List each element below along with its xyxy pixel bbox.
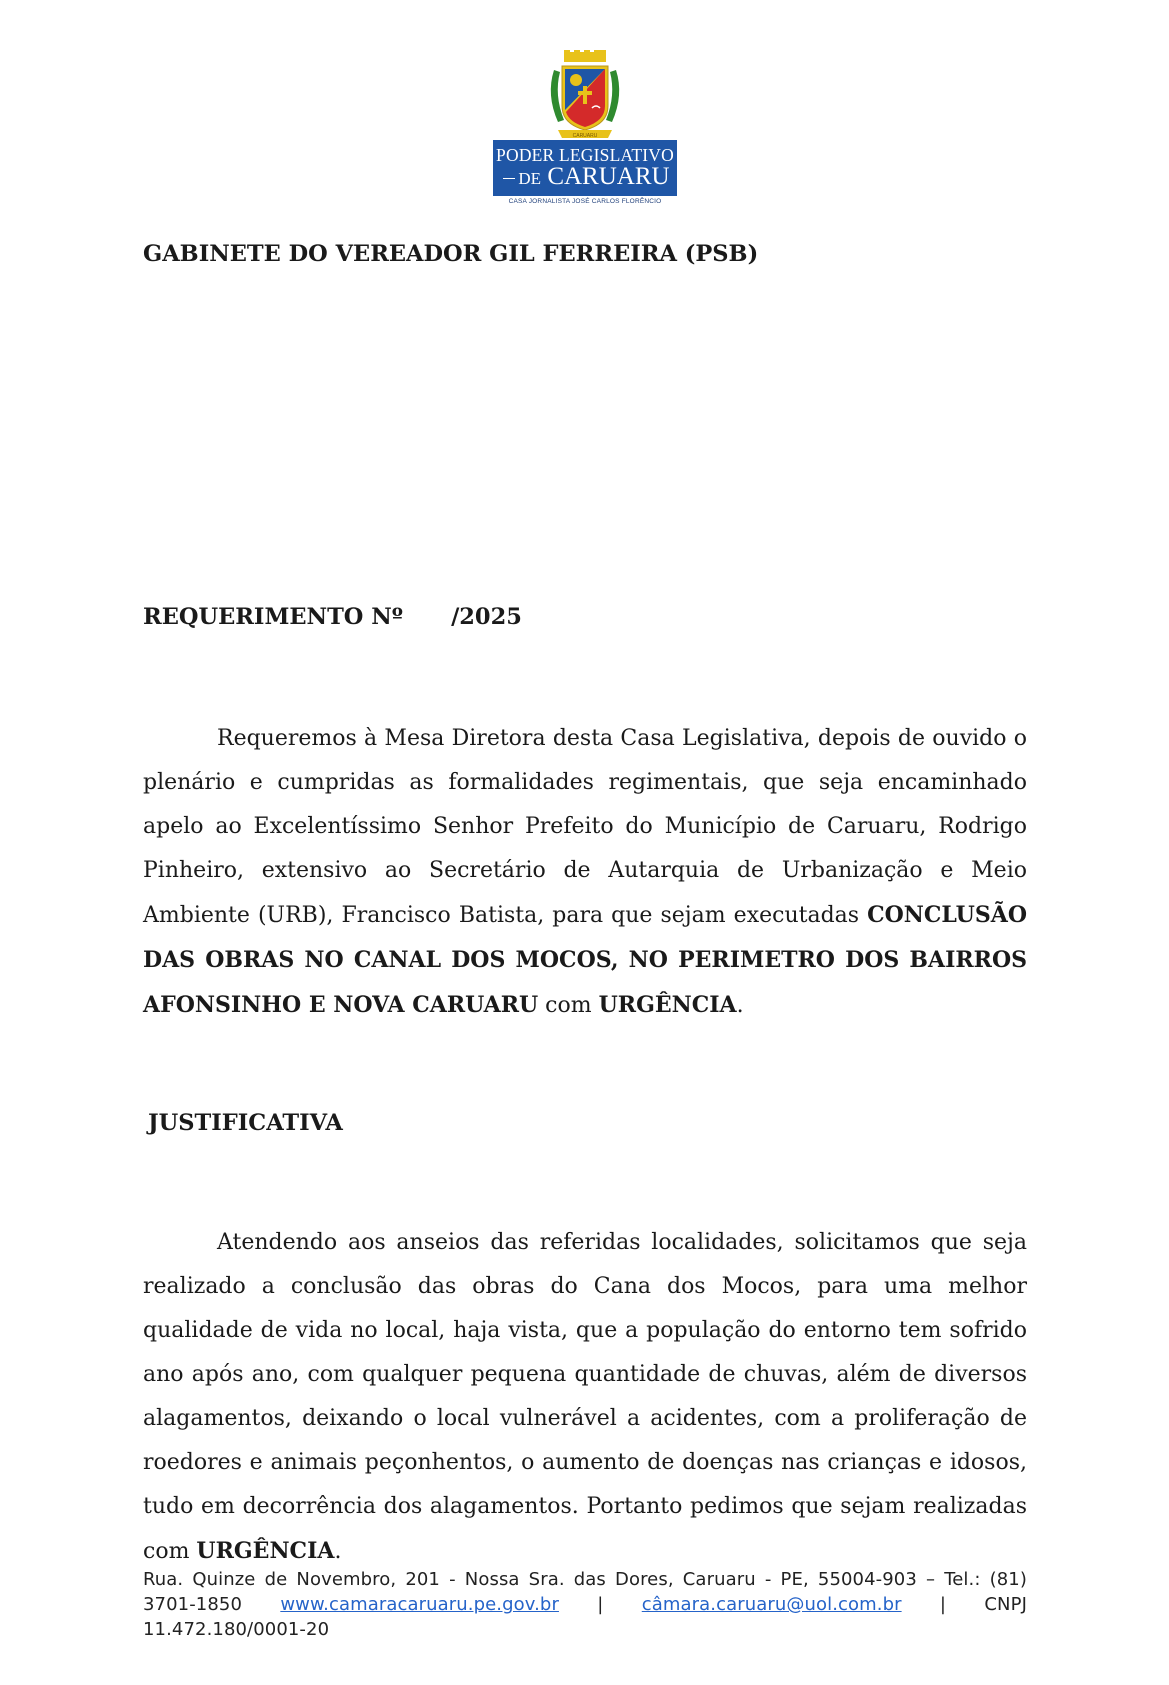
- justification-heading: JUSTIFICATIVA: [148, 1110, 343, 1136]
- website-link[interactable]: www.camaracaruaru.pe.gov.br: [280, 1594, 559, 1615]
- email-link[interactable]: câmara.caruaru@uol.com.br: [641, 1594, 902, 1615]
- justification-end: .: [334, 1539, 342, 1564]
- justification-text: Atendendo aos anseios das referidas localidades, solicitamos que seja realizado a conclusão das obras do Cana dos Mocos, para uma melhor qualidade de vida no local, haja vista, que a população do entorno tem sofrido ano após ano, com qualquer pequena quantidade de chuvas, além de diversos alagamentos, deixando o local vulnerável a acidentes, com a proliferação de roedores e animais peçonhentos, o aumento de doenças nas crianças e idosos, tudo em decorrência dos alagamentos. Portanto pedimos que sejam realizadas com: [143, 1230, 1027, 1564]
- justification-paragraph: [143, 1221, 1027, 1574]
- request-end: .: [736, 993, 744, 1018]
- office-heading: GABINETE DO VEREADOR GIL FERREIRA (PSB): [143, 241, 759, 267]
- footer-cnpj: | CNPJ 11.472.180/0001-20: [143, 1594, 1027, 1640]
- request-heading: [143, 604, 522, 630]
- chamber-logo: [490, 50, 680, 210]
- request-subject: CONCLUSÃO DAS OBRAS NO CANAL DOS MOCOS, NO PERIMETRO DOS BAIRROS AFONSINHO E NOVA CARUARU: [143, 902, 1027, 1018]
- request-urgency: URGÊNCIA: [598, 992, 737, 1018]
- justification-urgency: URGÊNCIA: [196, 1538, 335, 1564]
- logo-title-main: CARUARU: [547, 163, 670, 190]
- request-label: REQUERIMENTO Nº: [143, 604, 404, 630]
- logo-subtitle: CASA JORNALISTA JOSÉ CARLOS FLORÊNCIO: [508, 198, 662, 205]
- coat-of-arms-icon: [544, 50, 626, 142]
- crest-label: CARUARU: [572, 133, 598, 139]
- logo-banner: [493, 140, 677, 196]
- page-footer: [143, 1567, 1027, 1642]
- logo-title-prefix: DE: [518, 169, 542, 188]
- request-year: /2025: [451, 604, 522, 630]
- logo-title-line2: [493, 163, 677, 221]
- footer-address: Rua. Quinze de Novembro, 201 - Nossa Sra. das Dores, Caruaru - PE, 55004-903 – Tel.: (81) 3701-1850: [143, 1569, 1027, 1615]
- request-paragraph: [143, 717, 1027, 1028]
- request-text: Requeremos à Mesa Diretora desta Casa Legislativa, depois de ouvido o plenário e cumpridas as formalidades regimentais, que seja encaminhado apelo ao Excelentíssimo Senhor Prefeito do Município de Caruaru, Rodrigo Pinheiro, extensivo ao Secretário de Autarquia de Urbanização e Meio Ambiente (URB), Francisco Batista, para que sejam executadas: [143, 726, 1027, 928]
- logo-title-line1: PODER LEGISLATIVO: [496, 145, 674, 165]
- footer-separator: |: [597, 1594, 604, 1615]
- request-connector: com: [538, 993, 599, 1018]
